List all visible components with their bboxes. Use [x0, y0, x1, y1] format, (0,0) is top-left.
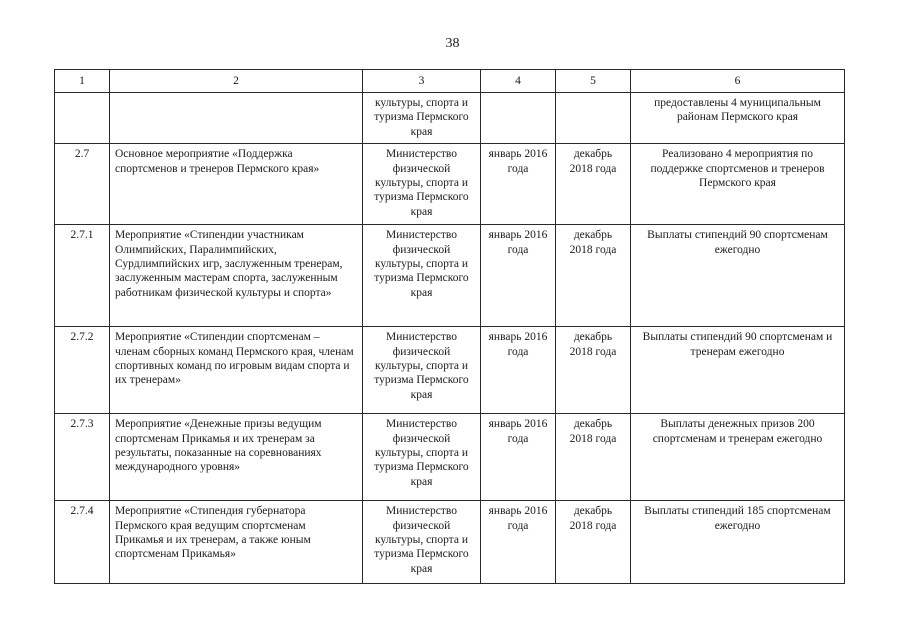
expected-result: предоставлены 4 муниципальным районам Пермского края	[631, 93, 845, 144]
executor: Министерство физической культуры, спорта и туризма Пермского края	[363, 501, 481, 584]
page-number: 38	[445, 36, 460, 51]
start-date: январь 2016 года	[481, 414, 556, 501]
table-row	[55, 414, 845, 501]
executor: Министерство физической культуры, спорта и туризма Пермского края	[363, 414, 481, 501]
activity-name: Мероприятие «Стипендии спортсменам – членам сборных команд Пермского края, членам спортивных команд по игровым видам спорта и их тренерам»	[110, 327, 363, 414]
end-date: декабрь 2018 года	[556, 501, 631, 584]
table-row	[55, 327, 845, 414]
row-number: 2.7.2	[55, 327, 110, 414]
expected-result: Выплаты стипендий 90 спортсменам и тренерам ежегодно	[631, 327, 845, 414]
header-cell: 1	[55, 70, 110, 93]
activity-name: Мероприятие «Денежные призы ведущим спортсменам Прикамья и их тренерам за результаты, показанные на соревнованиях международного уровня»	[110, 414, 363, 501]
activity-name: Основное мероприятие «Поддержка спортсменов и тренеров Пермского края»	[110, 144, 363, 225]
activity-name: Мероприятие «Стипендии участникам Олимпийских, Паралимпийских, Сурдлимпийских игр, заслуженным тренерам, заслуженным мастерам спорта, заслуженным работникам физической культуры и спорта»	[110, 225, 363, 327]
program-table	[54, 69, 845, 584]
executor: Министерство физической культуры, спорта и туризма Пермского края	[363, 225, 481, 327]
expected-result: Реализовано 4 мероприятия по поддержке спортсменов и тренеров Пермского края	[631, 144, 845, 225]
end-date	[556, 93, 631, 144]
expected-result: Выплаты стипендий 185 спортсменам ежегодно	[631, 501, 845, 584]
executor: Министерство физической культуры, спорта и туризма Пермского края	[363, 327, 481, 414]
row-number: 2.7.3	[55, 414, 110, 501]
expected-result: Выплаты денежных призов 200 спортсменам и тренерам ежегодно	[631, 414, 845, 501]
start-date: январь 2016 года	[481, 144, 556, 225]
table-row	[55, 144, 845, 225]
end-date: декабрь 2018 года	[556, 414, 631, 501]
start-date	[481, 93, 556, 144]
start-date: январь 2016 года	[481, 501, 556, 584]
start-date: январь 2016 года	[481, 327, 556, 414]
table-row	[55, 225, 845, 327]
end-date: декабрь 2018 года	[556, 327, 631, 414]
row-number: 2.7	[55, 144, 110, 225]
table-row	[55, 93, 845, 144]
expected-result: Выплаты стипендий 90 спортсменам ежегодно	[631, 225, 845, 327]
executor: культуры, спорта и туризма Пермского края	[363, 93, 481, 144]
end-date: декабрь 2018 года	[556, 144, 631, 225]
executor: Министерство физической культуры, спорта и туризма Пермского края	[363, 144, 481, 225]
header-cell: 2	[110, 70, 363, 93]
activity-name	[110, 93, 363, 144]
row-number: 2.7.1	[55, 225, 110, 327]
header-cell: 6	[631, 70, 845, 93]
row-number: 2.7.4	[55, 501, 110, 584]
header-cell: 4	[481, 70, 556, 93]
header-cell: 5	[556, 70, 631, 93]
table-row	[55, 501, 845, 584]
header-cell: 3	[363, 70, 481, 93]
row-number	[55, 93, 110, 144]
activity-name: Мероприятие «Стипендия губернатора Пермского края ведущим спортсменам Прикамья и их тренерам, а также юным спортсменам Прикамья»	[110, 501, 363, 584]
table-header-row	[55, 70, 845, 93]
start-date: январь 2016 года	[481, 225, 556, 327]
end-date: декабрь 2018 года	[556, 225, 631, 327]
